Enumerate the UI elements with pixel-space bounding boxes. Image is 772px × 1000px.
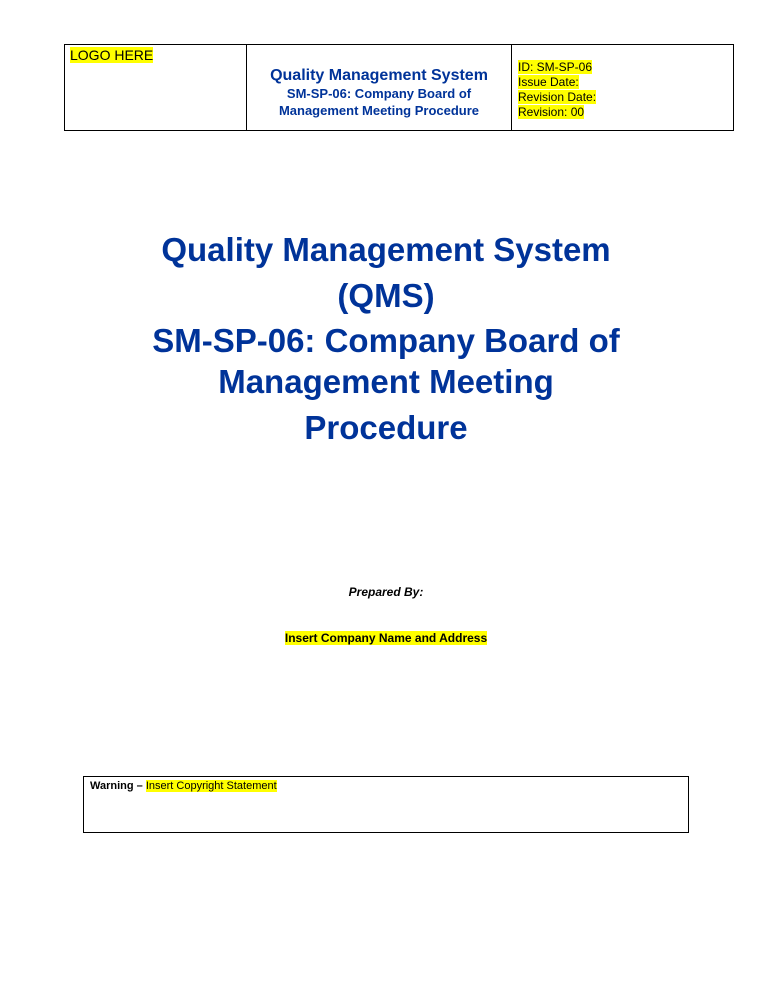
- company-placeholder: Insert Company Name and Address: [284, 631, 488, 645]
- revision-date: Revision Date:: [518, 90, 597, 104]
- main-title-line5: Procedure: [304, 409, 468, 446]
- header-title-cell: [247, 45, 512, 130]
- revision-number: Revision: 00: [518, 105, 585, 119]
- header-system-title: Quality Management System: [270, 67, 488, 84]
- prepared-by-label: Prepared By:: [348, 585, 424, 599]
- issue-date: Issue Date:: [518, 75, 579, 89]
- copyright-warning-box: [83, 776, 689, 833]
- main-title-line1: Quality Management System: [161, 231, 611, 268]
- document-id: ID: SM-SP-06: [518, 60, 593, 74]
- logo-cell: [65, 45, 247, 130]
- document-main-title: [86, 227, 686, 451]
- header-doc-title-line2: Management Meeting Procedure: [278, 103, 480, 118]
- header-info-cell: [512, 45, 733, 130]
- main-title-line3: SM-SP-06: Company Board of: [152, 322, 620, 359]
- document-header-table: [64, 44, 734, 131]
- copyright-statement-placeholder: Insert Copyright Statement: [145, 780, 277, 792]
- main-title-line4: Management Meeting: [218, 363, 554, 400]
- warning-label: Warning –: [90, 780, 143, 792]
- main-title-line2: (QMS): [337, 277, 435, 314]
- logo-placeholder: LOGO HERE: [70, 47, 154, 63]
- header-doc-title-line1: SM-SP-06: Company Board of: [286, 86, 472, 101]
- company-line: [0, 631, 772, 646]
